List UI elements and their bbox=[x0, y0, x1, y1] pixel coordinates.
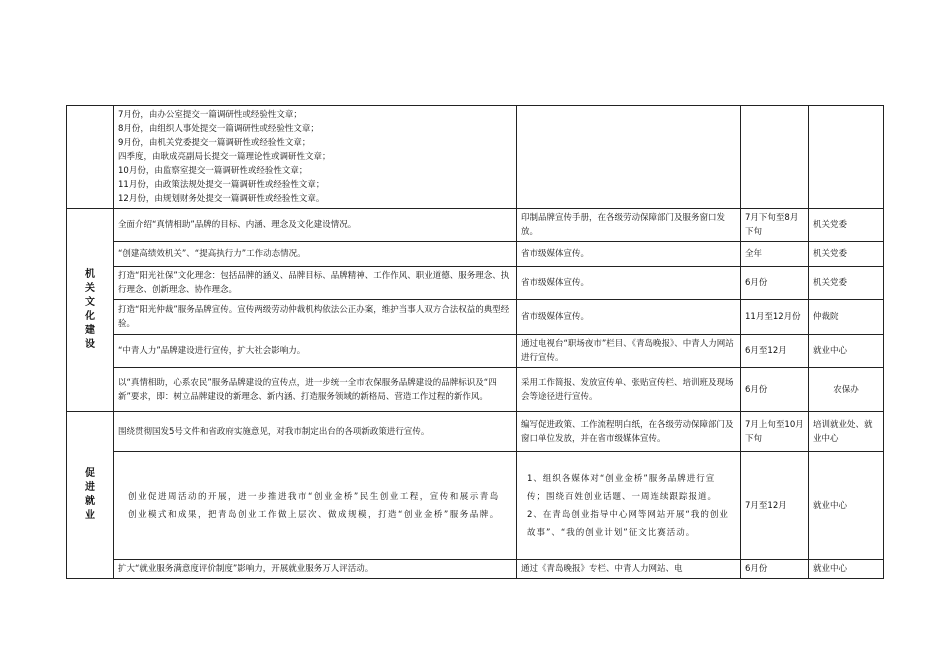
content-cell: “创建高绩效机关”、“提高执行力”工作动态情况。 bbox=[114, 242, 517, 267]
method-cell: 通过电视台“职场夜市”栏目、《青岛晚报》、中青人力网站进行宣传。 bbox=[517, 335, 741, 368]
category-cell bbox=[67, 106, 114, 209]
unit-cell: 农保办 bbox=[809, 368, 884, 412]
time-cell: 6月份 bbox=[741, 560, 809, 579]
method-cell: 省市级媒体宣传。 bbox=[517, 267, 741, 300]
method-cell: 编写促进政策、工作流程明白纸，在各级劳动保障部门及窗口单位发放，并在省市级媒体宣传。 bbox=[517, 412, 741, 452]
table-row bbox=[67, 106, 884, 209]
content-cell: 打造“阳光社保”文化理念：包括品牌的涵义、品牌目标、品牌精神、工作作风、职业道德、服务理念、执行理念、创新理念、协作理念。 bbox=[114, 267, 517, 300]
content-cell: 围绕贯彻国发5号文件和省政府实施意见，对我市制定出台的各项新政策进行宣传。 bbox=[114, 412, 517, 452]
time-cell: 11月至12月份 bbox=[741, 300, 809, 335]
unit-cell: 机关党委 bbox=[809, 242, 884, 267]
unit-cell: 就业中心 bbox=[809, 452, 884, 560]
time-cell: 6月至12月 bbox=[741, 335, 809, 368]
table-row bbox=[67, 452, 884, 560]
unit-cell bbox=[809, 106, 884, 209]
unit-cell: 就业中心 bbox=[809, 560, 884, 579]
unit-cell: 仲裁院 bbox=[809, 300, 884, 335]
method-cell: 1、组织各媒体对“创业金桥”服务品牌进行宣传；围绕百姓创业话题、一周连续跟踪报道。2、在青岛创业指导中心网等网站开展“我的创业故事”、“我的创业计划”征文比赛活动。 bbox=[517, 452, 741, 560]
content-cell: 扩大“就业服务满意度评价制度”影响力，开展就业服务万人评活动。 bbox=[114, 560, 517, 579]
method-cell: 采用工作简报、发放宣传单、张贴宣传栏、培训班及现场会等途径进行宣传。 bbox=[517, 368, 741, 412]
time-cell bbox=[741, 106, 809, 209]
content-cell: 打造“阳光仲裁”服务品牌宣传。宣传两级劳动仲裁机构依法公正办案，维护当事人双方合法权益的典型经验。 bbox=[114, 300, 517, 335]
content-cell: 创业促进周活动的开展，进一步推进我市“创业金桥”民生创业工程，宣传和展示青岛创业模式和成果，把青岛创业工作做上层次、做成规模，打造“创业金桥”服务品牌。 bbox=[114, 452, 517, 560]
content-cell: 全面介绍“真情相助”品牌的目标、内涵、理念及文化建设情况。 bbox=[114, 209, 517, 242]
table-row bbox=[67, 209, 884, 242]
time-cell: 7月下旬至8月下旬 bbox=[741, 209, 809, 242]
table-row bbox=[67, 560, 884, 579]
category-employment: 促 进 就 业 bbox=[67, 412, 114, 579]
unit-cell: 就业中心 bbox=[809, 335, 884, 368]
method-cell bbox=[517, 106, 741, 209]
method-cell: 省市级媒体宣传。 bbox=[517, 242, 741, 267]
table-row bbox=[67, 267, 884, 300]
table-row bbox=[67, 300, 884, 335]
unit-cell: 培训就业处、就业中心 bbox=[809, 412, 884, 452]
category-culture: 机 关 文 化 建 设 bbox=[67, 209, 114, 412]
unit-cell: 机关党委 bbox=[809, 209, 884, 242]
method-cell: 通过《青岛晚报》专栏、中青人力网站、电 bbox=[517, 560, 741, 579]
time-cell: 7月上旬至10月下旬 bbox=[741, 412, 809, 452]
content-cell: 以“真情相助，心系农民”服务品牌建设的宣传点，进一步统一全市农保服务品牌建设的品牌标识及“四新”要求，即：树立品牌建设的新理念、新内涵、打造服务领域的新格局、营造工作过程的新作风。 bbox=[114, 368, 517, 412]
time-cell: 6月份 bbox=[741, 267, 809, 300]
table-row bbox=[67, 412, 884, 452]
time-cell: 全年 bbox=[741, 242, 809, 267]
method-cell: 印制品牌宣传手册，在各级劳动保障部门及服务窗口发放。 bbox=[517, 209, 741, 242]
time-cell: 7月至12月 bbox=[741, 452, 809, 560]
table-row bbox=[67, 335, 884, 368]
content-cell: “中青人力”品牌建设进行宣传，扩大社会影响力。 bbox=[114, 335, 517, 368]
content-cell: 7月份，由办公室提交一篇调研性或经验性文章； 8月份，由组织人事处提交一篇调研性或经验性文章； 9月份，由机关党委提交一篇调研性或经验性文章； 四季度，由耿成亮副局长提交一篇理论性或调研性文章； 10月份，由监察室提交一篇调研性或经验性文章； 11月份，由政策法规处提交一篇调研性或经验性文章； 12月份，由规划财务处提交一篇调研性或经验性文章。 bbox=[114, 106, 517, 209]
publicity-plan-table bbox=[66, 105, 884, 579]
method-cell: 省市级媒体宣传。 bbox=[517, 300, 741, 335]
time-cell: 6月份 bbox=[741, 368, 809, 412]
unit-cell: 机关党委 bbox=[809, 267, 884, 300]
table-row bbox=[67, 368, 884, 412]
table-row bbox=[67, 242, 884, 267]
